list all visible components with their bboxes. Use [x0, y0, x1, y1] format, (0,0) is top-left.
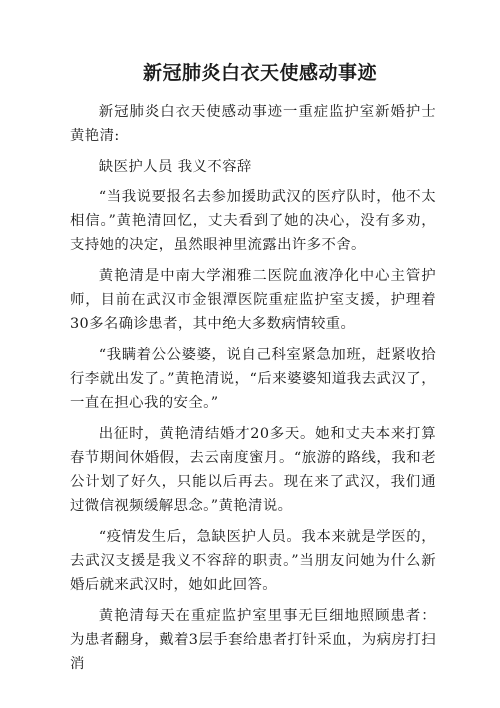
paragraph: “疫情发生后，急缺医护人员。我本来就是学医的，去武汉支援是我义不容辞的职责。”当朋友问她为什么新婚后就来武汉时，她如此回答。	[70, 528, 436, 594]
document-body	[70, 100, 436, 677]
paragraph-subheading: 缺医护人员 我义不容辞	[98, 158, 252, 175]
paragraph: “当我说要报名去参加援助武汉的医疗队时，他不太相信。”黄艳清回忆，丈夫看到了她的决心，没有多劝，支持她的决定，虽然眼神里流露出许多不舍。	[70, 188, 436, 254]
paragraph: 黄艳清每天在重症监护室里事无巨细地照顾患者：为患者翻身，戴着3层手套给患者打针采血，为病房打扫消	[70, 607, 436, 673]
document-title: 新冠肺炎白衣天使感动事迹	[142, 62, 377, 84]
paragraph: “我瞒着公公婆婆，说自己科室紧急加班，赶紧收拾行李就出发了。”黄艳清说，“后来婆婆知道我去武汉了，一直在担心我的安全。”	[70, 346, 436, 412]
paragraph: 黄艳清是中南大学湘雅二医院血液净化中心主管护师，目前在武汉市金银潭医院重症监护室支援，护理着30多名确诊患者，其中绝大多数病情较重。	[70, 267, 436, 333]
paragraph: 出征时，黄艳清结婚才20多天。她和丈夫本来打算春节期间休婚假，去云南度蜜月。“旅游的路线，我和老公计划了好久，只能以后再去。现在来了武汉，我们通过微信视频缓解思念。”黄艳清说。	[70, 425, 436, 515]
paragraph-intro: 新冠肺炎白衣天使感动事迹一重症监护室新婚护士黄艳清:	[70, 104, 436, 145]
